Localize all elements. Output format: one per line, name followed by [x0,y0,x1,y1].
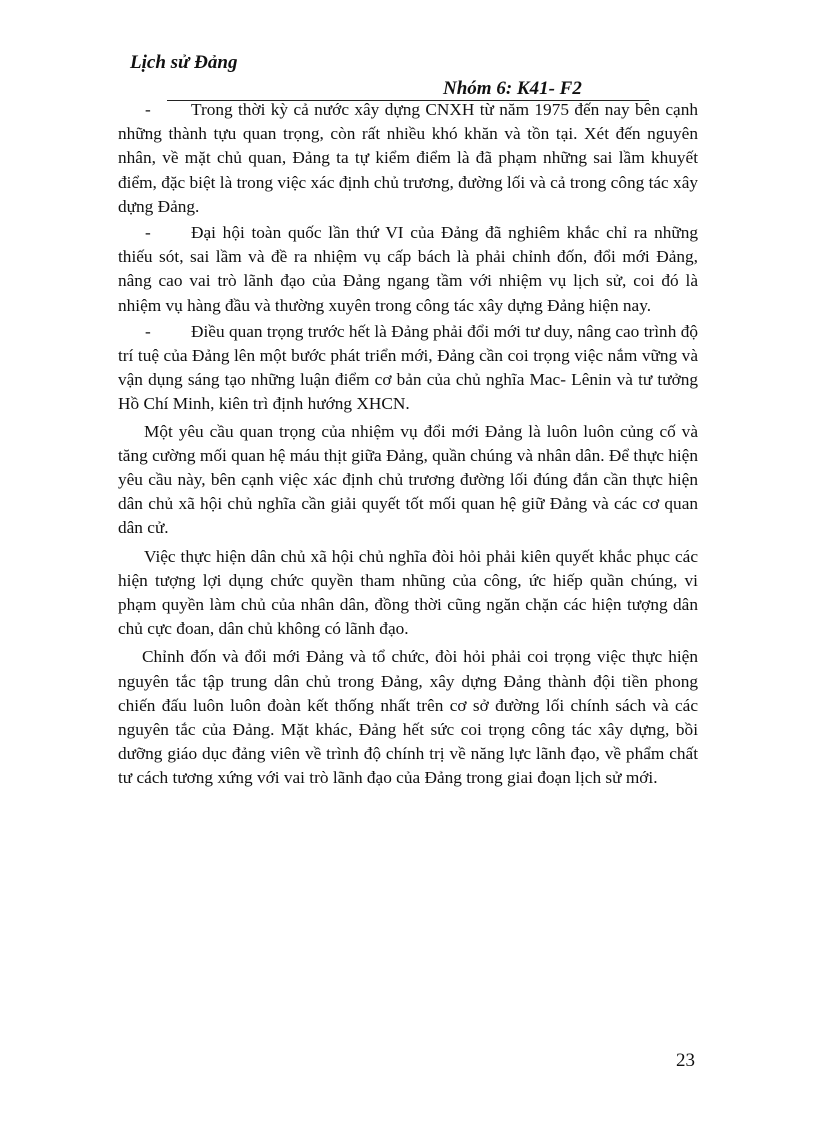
bullet-marker: - [145,223,151,243]
bullet-marker: - [145,100,151,119]
document-body [118,98,698,795]
body-paragraph: Chỉnh đốn và đổi mới Đảng và tổ chức, đòi hỏi phải coi trọng việc thực hiện nguyên tắc tập trung dân chủ trong Đảng, xây dựng Đảng thành đội tiền phong chiến đấu luôn luôn đoàn kết thống nhất trên cơ sở đường lối chính sách và các nguyên tắc của Đảng. Mặt khác, Đảng hết sức coi trọng công tác xây dựng, bồi dưỡng giáo dục đảng viên về trình độ chính trị về năng lực lãnh đạo, về phẩm chất tư cách tương xứng với vai trò lãnh đạo của Đảng trong giai đoạn lịch sử mới. [118,647,698,788]
page-number: 23 [676,1050,695,1071]
bullet-text: Điều quan trọng trước hết là Đảng phải đổi mới tư duy, nâng cao trình độ trí tuệ của Đảng lên một bước phát triển mới, Đảng cần coi trọng việc nắm vững và vận dụng sáng tạo những luận điểm cơ bản của chủ nghĩa Mac- Lênin và tư tưởng Hồ Chí Minh, kiên trì định hướng XHCN. [118,321,698,414]
body-paragraph: Một yêu cầu quan trọng của nhiệm vụ đổi mới Đảng là luôn luôn củng cố và tăng cường mối quan hệ máu thịt giữa Đảng, quần chúng và nhân dân. Để thực hiện yêu cầu này, bên cạnh việc xác định chủ trương đường lối đúng đắn cần thực hiện dân chủ xã hội chủ nghĩa cần giải quyết tốt mối quan hệ giữ Đảng và các cơ quan dân cử. [118,421,698,538]
bullet-text: Trong thời kỳ cả nước xây dựng CNXH từ năm 1975 đến nay bên cạnh những thành tựu quan trọng, còn rất nhiều khó khăn và tồn tại. Xét đến nguyên nhân, về mặt chủ quan, Đảng ta tự kiểm điểm là đã phạm những sai lầm khuyết điểm, đặc biệt là trong việc xác định chủ trương, đường lối và cả trong công tác xây dựng Đảng. [118,100,698,216]
body-paragraph: Việc thực hiện dân chủ xã hội chủ nghĩa đòi hỏi phải kiên quyết khắc phục các hiện tượng lợi dụng chức quyền tham nhũng của công, ức hiếp quần chúng, vi phạm quyền làm chủ của nhân dân, đồng thời cũng ngăn chặn các hiện tượng dân chủ cực đoan, dân chủ không có lãnh đạo. [118,546,698,639]
bullet-item [118,320,698,417]
bullet-marker: - [145,321,151,341]
bullet-item [118,98,698,219]
header-subject: Lịch sử Đảng [130,52,238,73]
bullet-item [118,221,698,318]
bullet-text: Đại hội toàn quốc lần thứ VI của Đảng đã nghiêm khắc chỉ ra những thiếu sót, sai lầm và đề ra nhiệm vụ cấp bách là phải chỉnh đốn, đổi mới Đảng, nâng cao vai trò lãnh đạo của Đảng ngang tầm với nhiệm vụ lịch sử, coi đó là nhiệm vụ hàng đầu và thường xuyên trong công tác xây dựng Đảng hiện nay. [118,223,698,315]
header-group: Nhóm 6: K41- F2 [443,78,582,99]
